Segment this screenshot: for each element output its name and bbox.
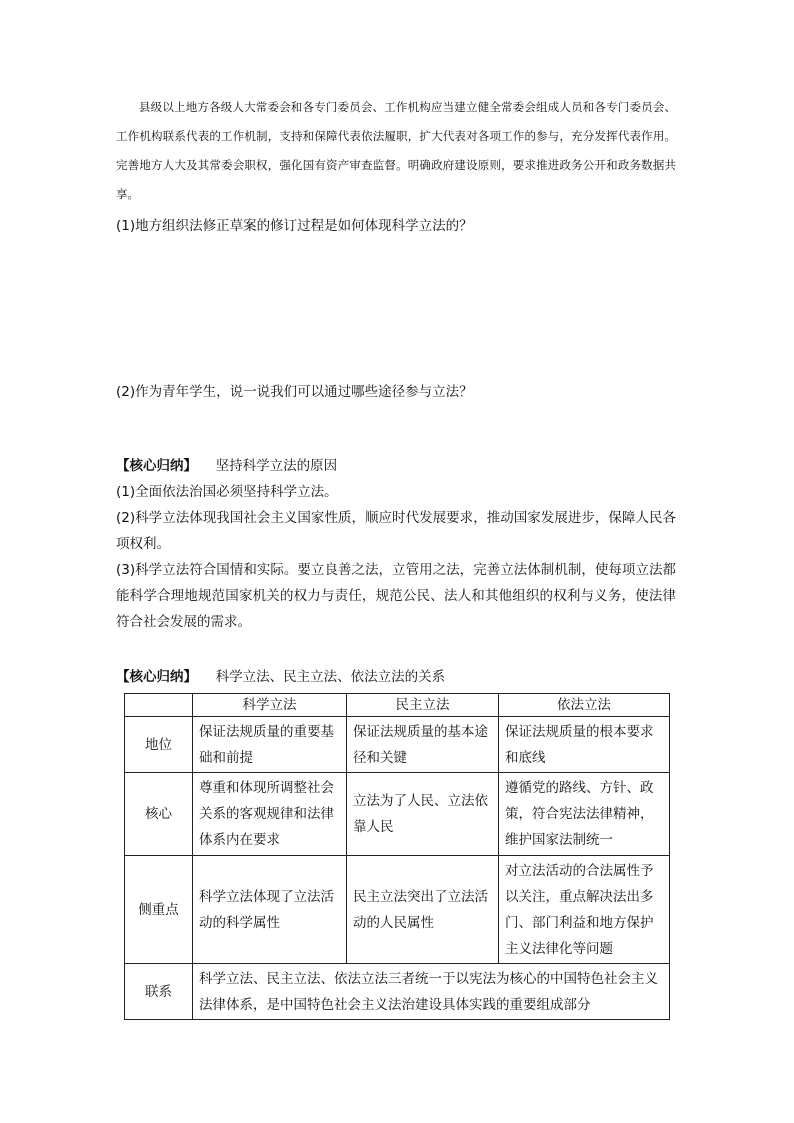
- table-cell: 对立法活动的合法属性予以关注，重点解决法出多门、部门利益和地方保护主义法律化等问题: [499, 856, 670, 964]
- core-summary-tag: 【核心归纳】: [116, 669, 197, 685]
- core-summary-1-heading: [116, 453, 676, 479]
- question-2: (2)作为青年学生，说一说我们可以通过哪些途径参与立法？: [116, 384, 473, 400]
- table-cell: 立法为了人民、立法依靠人民: [347, 773, 499, 856]
- core-summary-title: 坚持科学立法的原因: [215, 458, 338, 474]
- core-summary-tag: 【核心归纳】: [116, 458, 197, 474]
- table-header-cell: 民主立法: [347, 694, 499, 717]
- summary-item: (2)科学立法体现我国社会主义国家性质，顺应时代发展要求，推动国家发展进步，保障人民各项权利。: [116, 510, 676, 552]
- material-passage: [116, 93, 676, 209]
- row-label: 联系: [125, 964, 193, 1020]
- table-row: [125, 856, 670, 964]
- row-label: 核心: [125, 773, 193, 856]
- row-label: 侧重点: [125, 856, 193, 964]
- table-cell: 民主立法突出了立法活动的人民属性: [347, 856, 499, 964]
- table-cell: 遵循党的路线、方针、政策，符合宪法法律精神，维护国家法制统一: [499, 773, 670, 856]
- table-header-cell: 依法立法: [499, 694, 670, 717]
- summary-item: (3)科学立法符合国情和实际。要立良善之法，立管用之法，完善立法体制机制，使每项立法都能科学合理地规范国家机关的权力与责任，规范公民、法人和其他组织的权利与义务，使法律符合社会发展的需求。: [116, 562, 676, 630]
- relationship-table: [124, 693, 670, 1020]
- table-header-row: [125, 694, 670, 717]
- question-1: (1)地方组织法修正草案的修订过程是如何体现科学立法的？: [116, 218, 473, 234]
- table-cell: 保证法规质量的基本途径和关键: [347, 717, 499, 773]
- table-cell: 科学立法体现了立法活动的科学属性: [193, 856, 347, 964]
- table-row: [125, 773, 670, 856]
- table-row: [125, 964, 670, 1020]
- table-header-cell: 科学立法: [193, 694, 347, 717]
- merged-table-cell: 科学立法、民主立法、依法立法三者统一于以宪法为核心的中国特色社会主义法律体系，是中国特色社会主义法治建设具体实践的重要组成部分: [193, 964, 670, 1020]
- table-header-cell: [125, 694, 193, 717]
- core-summary-title: 科学立法、民主立法、依法立法的关系: [215, 669, 446, 685]
- table-row: [125, 717, 670, 773]
- table-cell: 保证法规质量的重要基础和前提: [193, 717, 347, 773]
- table-cell: 保证法规质量的根本要求和底线: [499, 717, 670, 773]
- table-cell: 尊重和体现所调整社会关系的客观规律和法律体系内在要求: [193, 773, 347, 856]
- core-summary-2-heading: [116, 665, 445, 685]
- row-label: 地位: [125, 717, 193, 773]
- passage-text: 县级以上地方各级人大常委会和各专门委员会、工作机构应当建立健全常委会组成人员和各专门委员会、工作机构联系代表的工作机制，支持和保障代表依法履职，扩大代表对各项工作的参与，充分发挥代表作用。完善地方人大及其常委会职权，强化国有资产审查监督。明确政府建设原则，要求推进政务公开和政务数据共享。: [116, 100, 676, 201]
- summary-item: (1)全面依法治国必须坚持科学立法。: [116, 484, 338, 500]
- core-summary-1: [116, 453, 676, 635]
